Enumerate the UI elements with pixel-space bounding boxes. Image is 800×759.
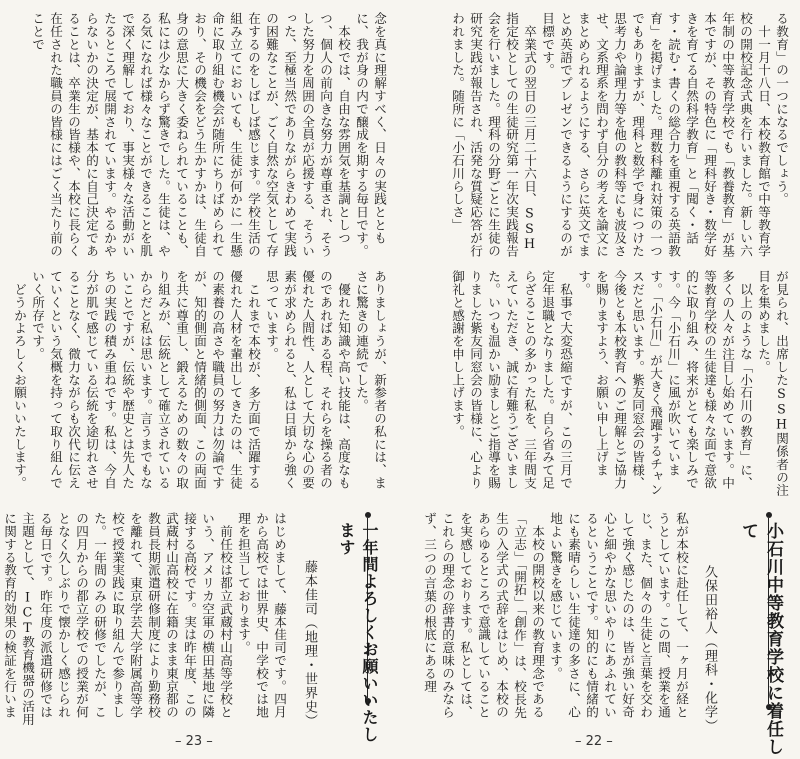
left-upper-text: 念を真に理解すべく、日々の実践とともに、我が身の内で醸成を期する毎日です。 本校では、自由な雰囲気を基調としつつ、個人の前向きな努力が尊重され、そうした努力を周囲の全員が応援する、そういった、至極当然でありながらきわめて実践の困難なことが、ごく自然な空気として存在するのをしばしば感じます。学校生活の組み立てにおいても、生徒が何かに一生懸命に取り組む機会が随所にちりばめられており、その機会をどう生かすかは、生徒自身の意思に大きく委ねられていることも、私には少なからず驚きでした。生徒は、やる気になれば様々なことができることを肌で深く理解しており、事実様々な活動がいたるところで展開されています。やるかやらないかの決定が、基本的に自己決定であることは、卒業生の皆様や、本校に長らく在任された職員の皆様にはごく当たり前のことで — [30, 12, 387, 258]
right-article-text: 私が本校に赴任して、一ヶ月が経とうとしています。この間、授業を通じ、また、個々の生徒と言葉を交わして強く感じたのは、皆が強い好奇心と細やかな思いやりにあふれているということです。知的にも情緒的にも素晴らしい生徒達の多さに、心地よい驚きを感じています。 本校の開校以来の教育理念である「立志」「開拓」「創作」は、校長先生の入学式の式辞をはじめ、本校のあらゆるところで意識していることを実感しております。私としては、これらの理念の辞書的意味のみならず、三つの言葉の根底にある理 — [422, 512, 689, 719]
right-middle-text: が見られ、出席したSSH関係者の注目を集めました。 以上のような「小石川の教育」に、多くの人々が注目し始めています。中等教育学校の生徒達も様々な面で意欲的に取り組み、将来がとても楽しみです。今「小石川」に風が吹いています。「小石川」が大きく飛躍するチャンスだと思います。紫友同窓会の皆様、今後とも本校教育へのご理解とご協力を賜りますよう、お願い申し上げます。 私事で大変恐縮ですが、この三月で定年退職となりました。自ら省みて足らざることの多かった私を、三年間支えていただき、誠に有難うございました。いつも温かい励ましとご指導を賜りました紫友同窓会の皆様に、心より御礼と感謝を申し上げます。 — [450, 270, 789, 497]
left-title-dot-top — [365, 512, 371, 518]
right-page — [400, 0, 800, 759]
left-article-text: はじめまして、藤本佳司です。四月から高校では世界史、中学校では地理を担当しております。 前任校は都立武蔵村山高等学校という、アメリカ空軍の横田基地に隣接する高校です。実は昨年度、この武蔵村山高校に在籍のまま東京都の教員長期派遣研修制度により勤務校を離れて、東京学芸大学附属高等学校で授業実践に取り組んで参りました。一年間のみの研修でしたが、この四月からの都立学校での授業が何となく久しぶりで懐かしく感じられる毎日です。昨年度の派遣研修では主題として、ICT教育機器の活用に関する教育的効果の検証を行いま — [2, 512, 287, 726]
right-article-author: 久保田裕人（理科・化学） — [702, 565, 717, 733]
left-article-title: 一年間よろしくお願いいたします — [337, 522, 379, 743]
page-number-right: – 22 – — [575, 734, 613, 749]
right-title-dot-top — [766, 512, 772, 518]
page-number-left: – 23 – — [175, 734, 213, 749]
right-article-title: 小石川中等教育学校に着任して — [738, 522, 783, 756]
right-upper-text: る教育」の一つになるでしょう。 十一月十八日、本校教育館で中等教育学校の開校記念式典を行いました。新しい六年制の中等教育学校でも「教養教育」が基本ですが、その特色に「理科好き・数学好きを育てる自然科学教育」と「聞く・話す・読む・書くの総合力を重視する英語教育」を掲げました。理数科離れ対策の一つでもありますが、理科と数学で身につけた思考力や論理力等を他の教科等にも波及させ、文系理系を問わず自分の考えを論文にまとめられるようにする、さらに英文でまとめ英語でプレゼンできるようにするのが目標です。 卒業式の翌日の三月二十六日、SSH指定校としての生徒研究第一年次実践報告会を行いました。理科の分野ごとに生徒の研究実践が報告され、活発な質疑応答が行われました。随所に「小石川らしさ」 — [450, 12, 789, 258]
left-middle-text: ありましょうが、新参者の私には、まさに驚きの連続でした。 優れた知識や高い技能は、高度なものであればある程、それらを操る者の優れた人間性、人として大切な心の要素が求められると、私は日頃から強く思っています。 これまで本校が、多方面で活躍する優れた人材を輩出してきたのは、生徒の素養の高さや職員の努力は勿論ですが、知的側面と情緒的側面、この両面を共に尊重し、鍛えるための数々の取り組みが、伝統として確立されているからだと私は思います。言うまでもないことですが、伝統や歴史とは先人たちの実践の積み重ねです。私は、今自分が肌で感じている伝統を途切れさせることなく、微力ながらも次代に伝えていくという気概を持って取り組んでいく所存です。 どうかよろしくお願いいたします。 — [12, 270, 387, 490]
left-article-author: 藤本佳司（地理・世界史） — [302, 560, 317, 728]
